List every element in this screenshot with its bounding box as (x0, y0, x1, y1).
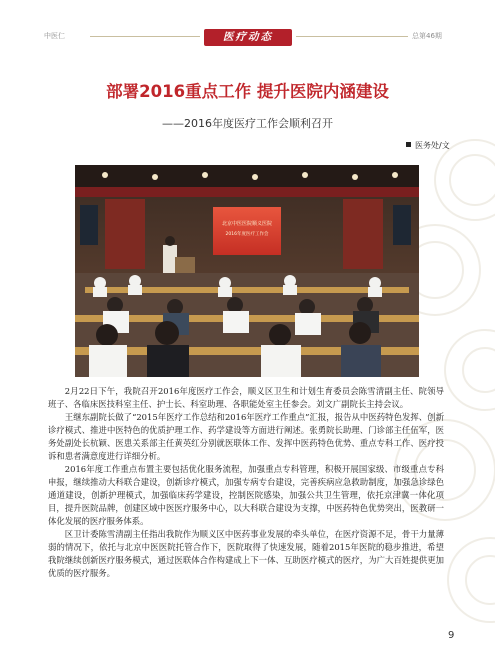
paragraph-4: 区卫计委陈雪清副主任指出我院作为顺义区中医药事业发展的牵头单位，在医疗资源不足，骨干力量薄弱的情况下，依托与北京中医医院托管合作下，医院取得了快速发展，随着2015年医院的稳步推进，希望我院继续创新医疗服务模式，通过医联体合作构建成上下一体、互助医疗模式的医疗，为广大百姓提供更加优质的医疗服务。 (48, 529, 444, 578)
page-number: 9 (448, 630, 455, 641)
article-subtitle: ——2016年度医疗工作会顺利召开 (162, 117, 333, 130)
article-title: 部署2016重点工作 提升医院内涵建设 (106, 82, 389, 101)
article-body (48, 385, 444, 580)
section-banner: 医疗动态 (204, 29, 292, 46)
article-author (406, 140, 450, 151)
journal-name: 中医仁 (44, 32, 65, 40)
screen-title: 北京中医医院顺义医院 (221, 221, 273, 227)
paragraph-3: 2016年度工作重点布置主要包括优化服务流程，加强重点专科管理，积极开展国家级、市级重点专科申报，继续推动大科联合建设，创新诊疗模式，加强专病专台建设，完善疾病应急救助制度，加强急诊绿色通道建设，创新护理模式，加强临床药学建设，控制医院感染，加强公共卫生管理，依托京津冀一体化项目，提升医院品牌，创建区域中医医疗服务中心，以大科联合建设为支撑，中医药特色优势突出，医教研一体化发展的医疗服务体系。 (48, 464, 444, 526)
author-label: 医务处/文 (415, 141, 450, 150)
header-divider-left (90, 36, 200, 37)
header-divider-right (296, 36, 408, 37)
meeting-photo (75, 165, 419, 377)
bullet-square-icon (406, 142, 411, 147)
paragraph-2: 王继东副院长做了“2015年医疗工作总结和2016年医疗工作重点”汇报，报告从中医药特色发挥、创新诊疗模式、推进中医特色的优质护理工作、药学建设等方面进行阐述。张勇院长助理、门诊部主任伍军，医务处副处长杭颖、医患关系部主任黄英红分别就医联体工作、发挥中医药特色优势、重点专科工作、医疗投诉和患者满意度进行详细分析。 (48, 412, 444, 461)
issue-number: 总第46期 (412, 32, 442, 40)
paragraph-1: 2月22日下午，我院召开2016年度医疗工作会，顺义区卫生和计划生育委员会陈雪清副主任、院领导班子、各临床医技科室主任、护士长、科室助理、各职能处室主任参会。刘文广副院长主持会议。 (48, 386, 444, 409)
screen-subtitle: 2016年度医疗工作会 (225, 232, 269, 237)
